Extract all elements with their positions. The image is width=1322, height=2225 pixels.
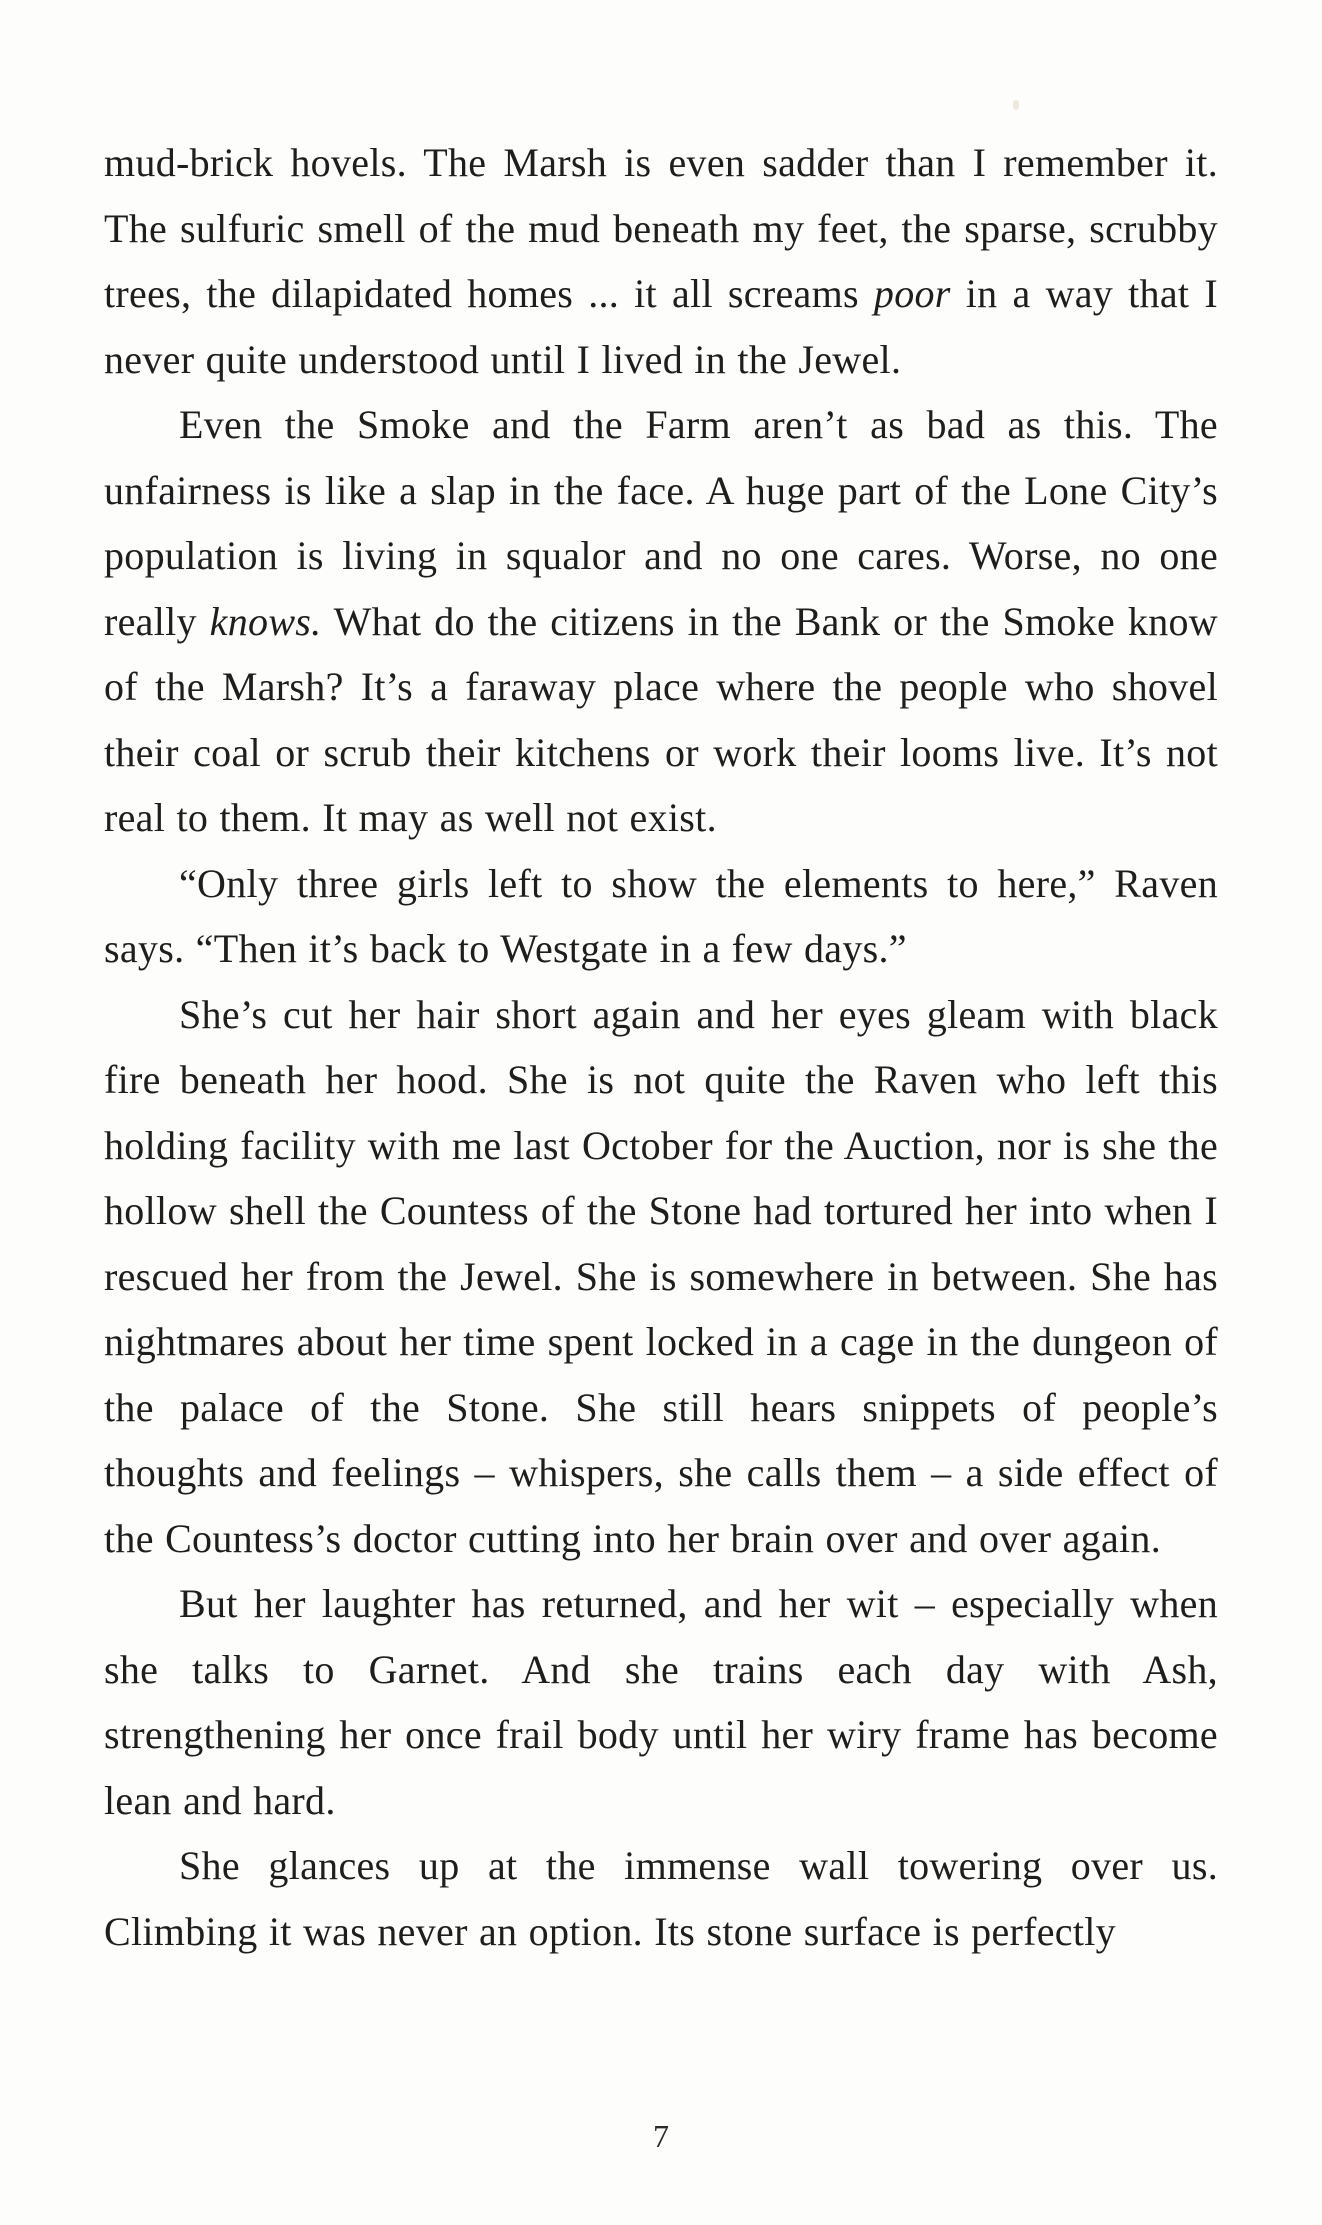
emphasis-poor: poor [873,271,951,316]
emphasis-knows: knows. [209,598,322,644]
page-number: 7 [653,2118,669,2154]
paragraph-2 [104,392,1218,851]
paragraph-5-text: But her laughter has returned, and her wit – especially when she talks to Garnet. And she trains each day with Ash, strengthening her once frail body until her wiry frame has become lean and hard. [104,1581,1218,1823]
paper-speck [1013,100,1019,110]
paragraph-2-text-a: Even the Smoke and the Farm aren’t as bad as this. The unfairness is like a slap in the face. A huge part of the Lone City’s population is living in squalor and no one cares. Worse, no one really [104,402,1218,644]
paragraph-1 [104,130,1218,392]
paragraph-6-text: She glances up at the immense wall towering over us. Climbing it was never an option. Its stone surface is perfectly [104,1843,1218,1954]
paragraph-2-text-b: What do the citizens in the Bank or the Smoke know of the Marsh? It’s a faraway place where the people who shovel their coal or scrub their kitchens or work their looms live. It’s not real to them. It may as well not exist. [104,598,1218,840]
paragraph-5 [104,1571,1218,1833]
paragraph-1-text-a: mud-brick hovels. The Marsh is even sadder than I remember it. The sulfuric smell of the mud beneath my feet, the sparse, scrubby trees, the dilapidated homes ... it all screams [104,140,1218,316]
paragraph-4-text: She’s cut her hair short again and her eyes gleam with black fire beneath her hood. She is not quite the Raven who left this holding facility with me last October for the Auction, nor is she the hollow shell the Countess of the Stone had tortured her into when I rescued her from the Jewel. She is somewhere in between. She has nightmares about her time spent locked in a cage in the dungeon of the palace of the Stone. She still hears snippets of people’s thoughts and feelings – whispers, she calls them – a side effect of the Countess’s doctor cutting into her brain over and over again. [104,991,1218,1561]
paragraph-1-text-b: in a way that I never quite understood until I lived in the Jewel. [104,271,1218,382]
paragraph-4 [104,982,1218,1572]
paragraph-3-text: “Only three girls left to show the elements to here,” Raven says. “Then it’s back to Westgate in a few days.” [104,860,1218,971]
paragraph-3 [104,851,1218,982]
page-body [104,130,1218,1964]
paragraph-6 [104,1833,1218,1964]
